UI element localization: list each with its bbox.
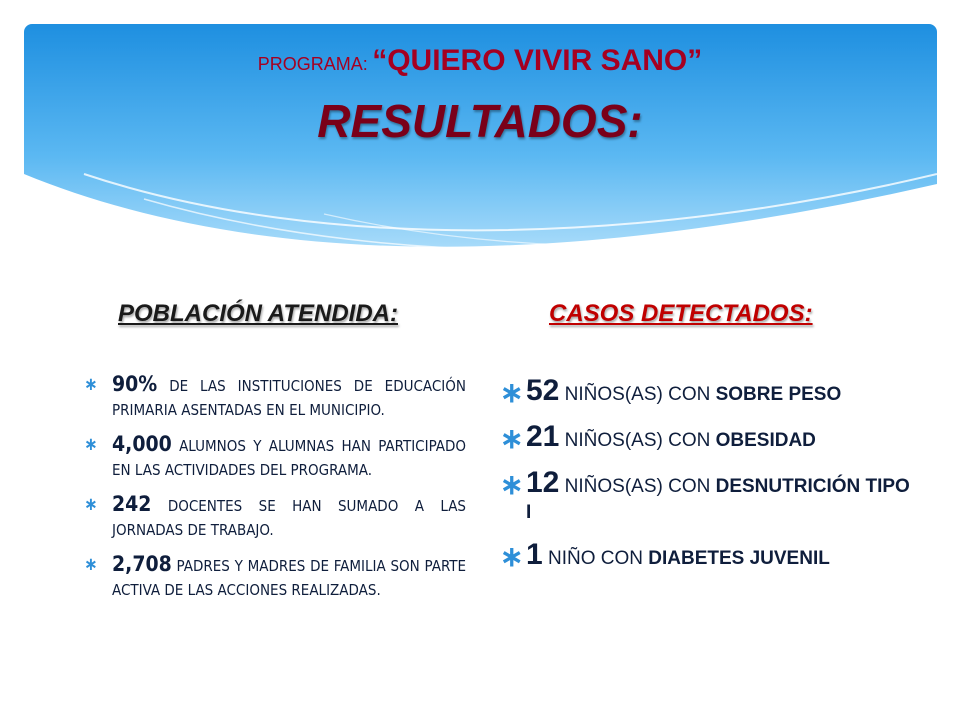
asterisk-bullet-icon: ∗ [84, 494, 98, 515]
asterisk-bullet-icon: ∗ [84, 554, 98, 575]
asterisk-bullet-icon: ∗ [500, 377, 524, 408]
list-item: ∗ 1 NIÑO CON DIABETES JUVENIL [500, 538, 830, 572]
casos-list [500, 374, 920, 588]
list-item: ∗ 52 NIÑOS(AS) CON SOBRE PESO [500, 374, 842, 408]
program-title [0, 44, 960, 78]
list-item: ∗ 90% DE LAS INSTITUCIONES DE EDUCACIÓN PRIMARIA ASENTADAS EN EL MUNICIPIO. [84, 372, 466, 419]
list-item: ∗ 12 NIÑOS(AS) CON DESNUTRICIÓN TIPO I [500, 466, 910, 523]
poblacion-heading: POBLACIÓN ATENDIDA: [118, 300, 398, 327]
asterisk-bullet-icon: ∗ [500, 541, 524, 572]
asterisk-bullet-icon: ∗ [500, 423, 524, 454]
poblacion-list [84, 372, 466, 612]
program-prefix: PROGRAMA: [257, 54, 368, 74]
list-item: ∗ 2,708 PADRES Y MADRES DE FAMILIA SON PARTE ACTIVA DE LAS ACCIONES REALIZADAS. [84, 552, 466, 599]
casos-heading: CASOS DETECTADOS: [549, 300, 813, 327]
list-item: ∗ 21 NIÑOS(AS) CON OBESIDAD [500, 420, 816, 454]
results-title: RESULTADOS: [317, 95, 643, 147]
asterisk-bullet-icon: ∗ [84, 434, 98, 455]
list-item: ∗ 4,000 ALUMNOS Y ALUMNAS HAN PARTICIPADO EN LAS ACTIVIDADES DEL PROGRAMA. [84, 432, 466, 479]
list-item: ∗ 242 DOCENTES SE HAN SUMADO A LAS JORNADAS DE TRABAJO. [84, 492, 466, 539]
asterisk-bullet-icon: ∗ [84, 374, 98, 395]
asterisk-bullet-icon: ∗ [500, 469, 524, 500]
program-name: “QUIERO VIVIR SANO” [372, 44, 703, 77]
